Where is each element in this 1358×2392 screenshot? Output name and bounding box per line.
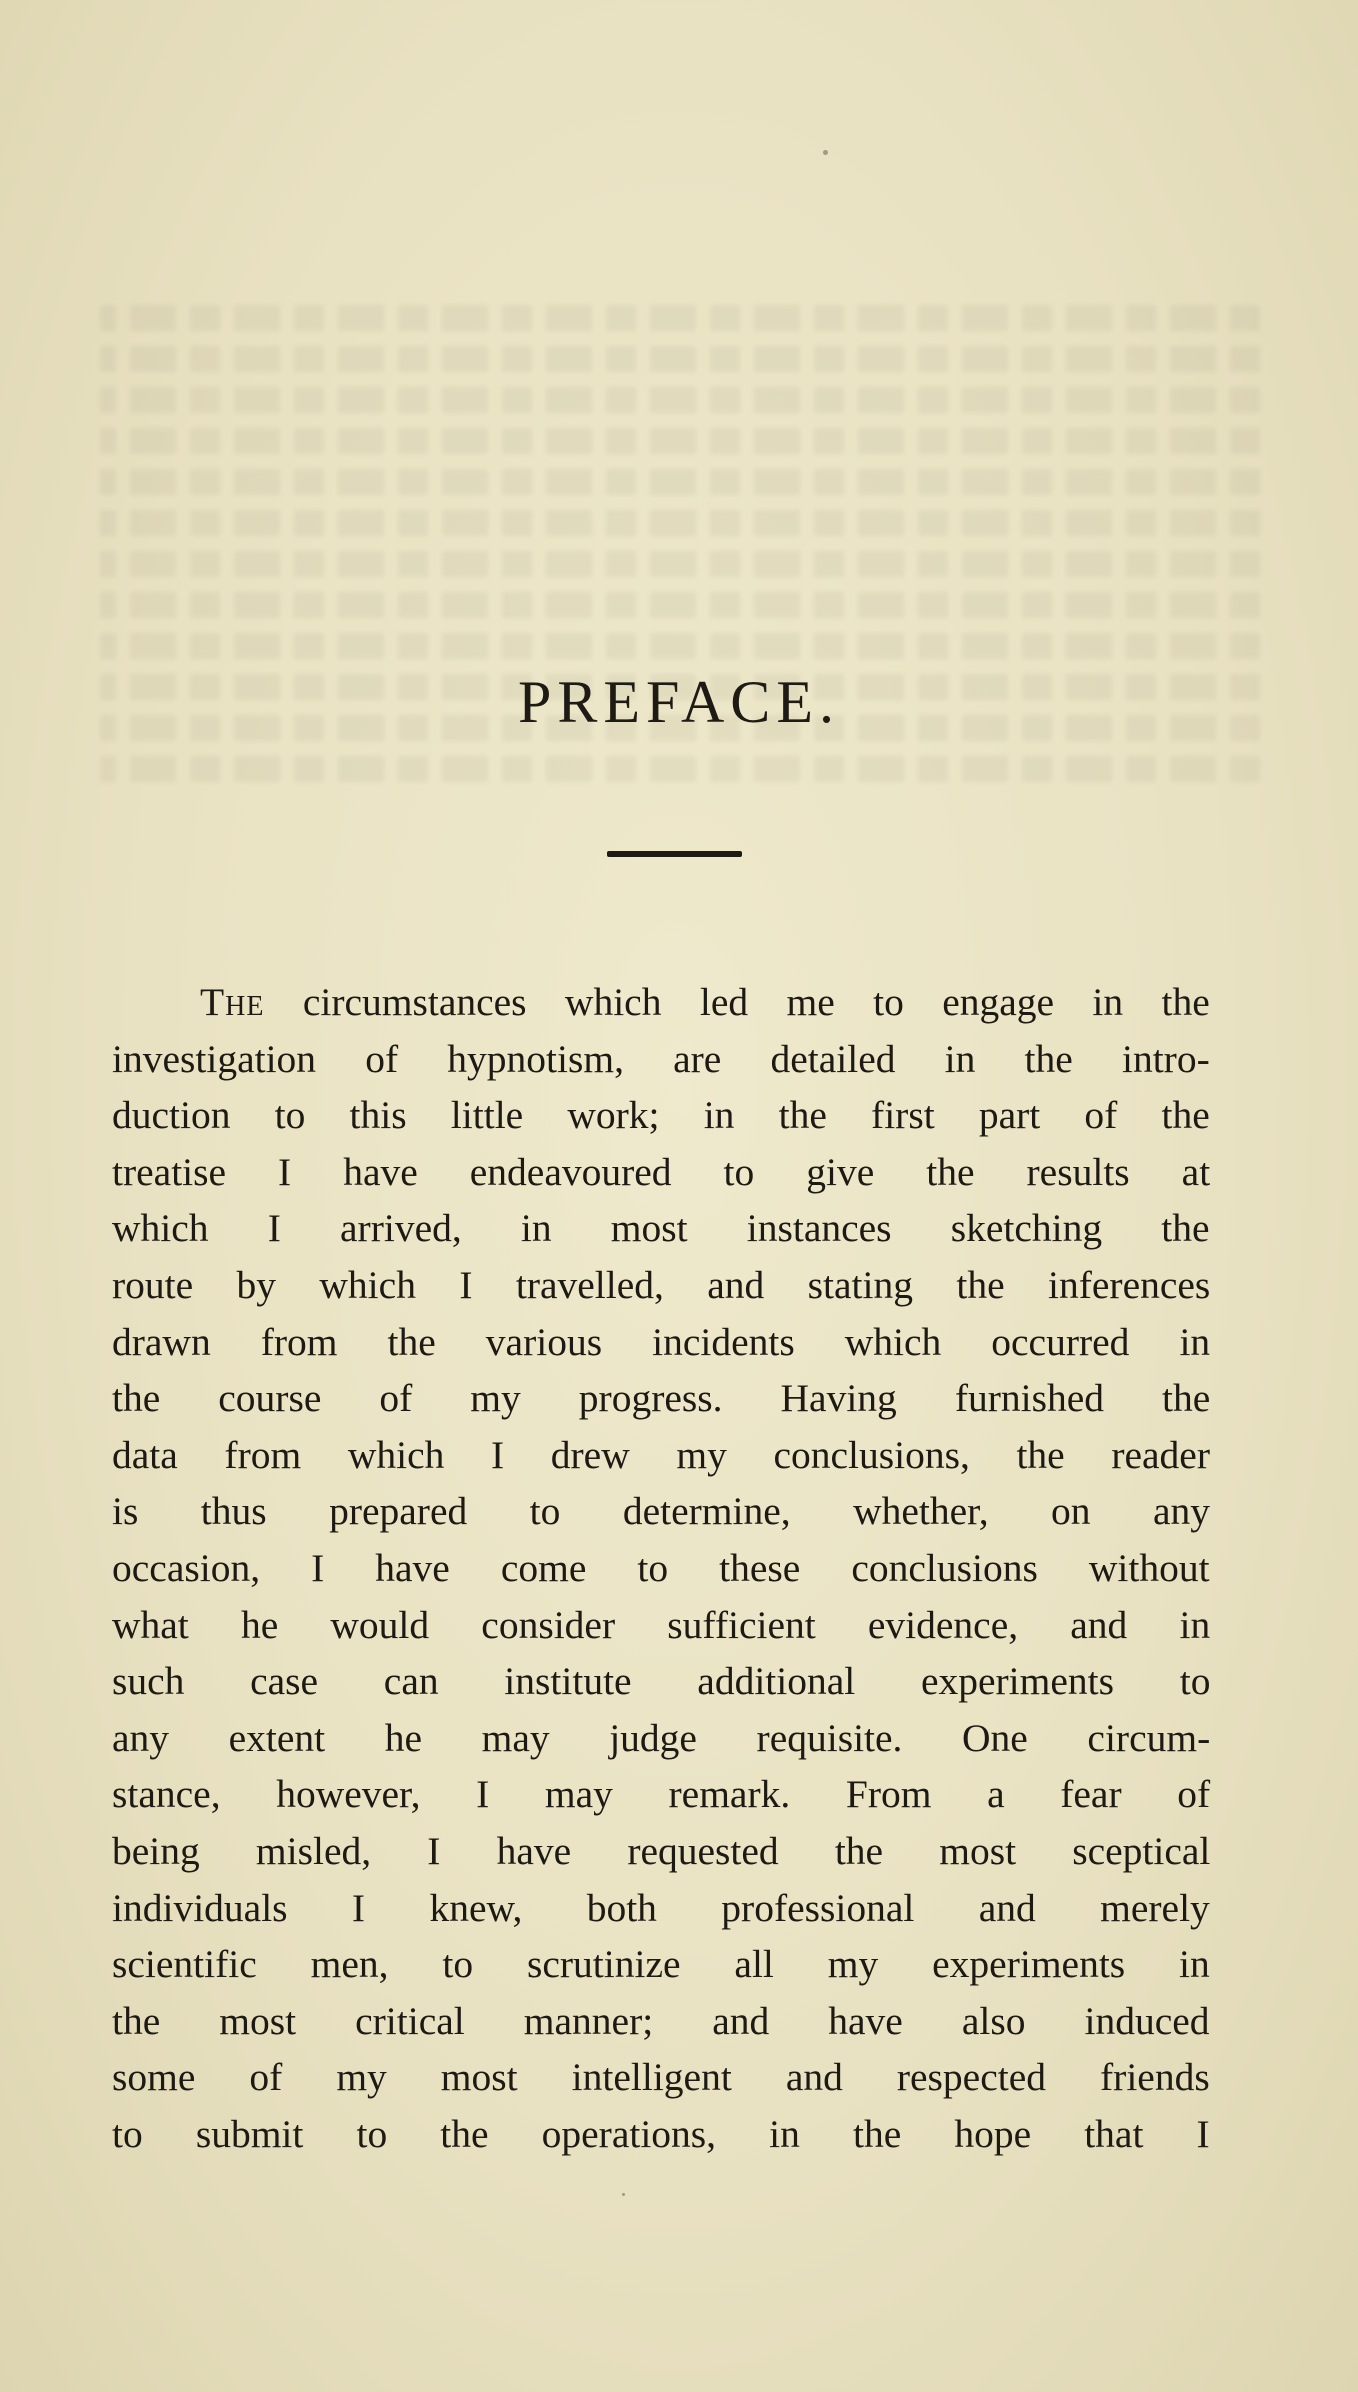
text-line: the course of my progress. Having furnished the <box>112 1376 1211 1421</box>
text-line: occasion, I have come to these conclusions without <box>112 1545 1210 1590</box>
text-line: data from which I drew my conclusions, the reader <box>112 1432 1210 1477</box>
text-line: drawn from the various incidents which occurred in <box>112 1319 1211 1364</box>
text-line <box>112 974 1298 1031</box>
text-line-content: circumstances which led me to engage in the <box>302 980 1210 1024</box>
text-line: some of my most intelligent and respected friends <box>112 2055 1210 2100</box>
preface-paragraph <box>112 974 1210 2162</box>
text-line: treatise I have endeavoured to give the results at <box>112 1149 1211 1194</box>
text-line: stance, however, I may remark. From a fear of <box>112 1772 1211 1817</box>
text-line: is thus prepared to determine, whether, on any <box>112 1489 1211 1534</box>
text-line: scientific men, to scrutinize all my experiments in <box>112 1942 1210 1987</box>
text-line: investigation of hypnotism, are detailed in the intro- <box>112 1036 1210 1081</box>
paper-speck <box>622 2193 625 2196</box>
page-title: PREFACE. <box>518 669 840 735</box>
title-rule <box>607 851 742 857</box>
text-line: duction to this little work; in the first part of the <box>112 1093 1210 1138</box>
text-line: to submit to the operations, in the hope that I <box>112 2111 1210 2156</box>
paper-speck <box>823 150 828 155</box>
show-through-texture <box>100 290 1260 990</box>
first-word: The <box>200 980 265 1024</box>
text-line: route by which I travelled, and stating the inferences <box>112 1262 1211 1307</box>
text-line: such case can institute additional experiments to <box>112 1659 1211 1704</box>
text-line: individuals I knew, both professional and merely <box>112 1885 1210 1930</box>
text-line: the most critical manner; and have also induced <box>112 1998 1210 2043</box>
text-line: what he would consider sufficient evidence, and in <box>112 1602 1211 1647</box>
text-line: which I arrived, in most instances sketching the <box>112 1206 1210 1251</box>
text-line: any extent he may judge requisite. One circum- <box>112 1715 1211 1760</box>
text-line: being misled, I have requested the most sceptical <box>112 1828 1211 1873</box>
